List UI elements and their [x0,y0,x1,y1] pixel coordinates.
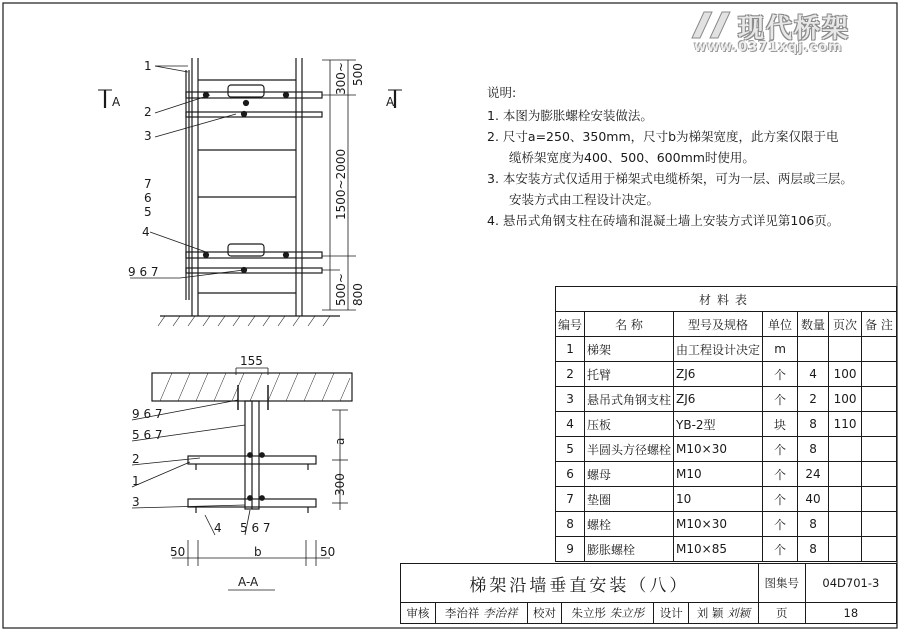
note-item [487,105,882,126]
notes-block [487,82,882,231]
table-cell: M10 [674,462,763,487]
section-view [132,368,352,590]
brand-url: www.0371xqj.com [694,40,843,55]
note-text: 本安装方式仅适用于梯架式电缆桥架，可为一层、两层或三层。 [502,171,853,186]
note-number: 3. [487,171,499,186]
table-cell: 4 [556,412,585,437]
brand-name: 现代桥架 [738,14,851,44]
note-item [487,168,882,189]
table-cell: 24 [798,462,829,487]
section-title: A-A [238,575,259,589]
table-cell: 1 [556,337,585,362]
part-label: 4 [214,521,222,535]
table-cell: YB-2型 [674,412,763,437]
note-item [487,126,882,147]
note-continuation: 缆桥架宽度为400、500、600mm时使用。 [509,150,755,165]
table-cell: 110 [829,412,862,437]
atlas-number: 04D701-3 [805,564,896,603]
table-cell: ZJ6 [674,362,763,387]
table-cell [862,512,897,537]
page-label: 页 [758,603,805,624]
table-cell [829,487,862,512]
table-cell: 8 [798,437,829,462]
table-cell: 个 [763,512,798,537]
table-cell: 7 [556,487,585,512]
dim-label: 155 [240,354,263,368]
table-cell [862,337,897,362]
table-cell: 5 [556,437,585,462]
table-cell [862,487,897,512]
check-label: 校对 [527,603,562,624]
table-row [556,512,897,537]
table-cell: 膨胀螺栓 [585,537,674,562]
dim-label: 300~ [334,62,348,95]
part-label: 1 [132,474,140,488]
note-text: 悬吊式角钢支柱在砖墙和混凝土墙上安装方式详见第106页。 [502,213,840,228]
reviewer-text: 李治祥 [444,606,480,620]
table-cell: 块 [763,412,798,437]
note-text: 尺寸a=250、350mm，尺寸b为梯架宽度，此方案仅限于电 [502,129,839,144]
table-cell: M10×85 [674,537,763,562]
title-block [400,563,897,628]
col-header: 数量 [798,312,829,337]
design-label: 设计 [654,603,689,624]
table-row [556,437,897,462]
table-cell [829,462,862,487]
table-cell: 100 [829,362,862,387]
part-label: 4 [142,225,150,239]
table-cell [829,512,862,537]
table-row [556,462,897,487]
part-label: 9 6 7 [128,265,159,279]
col-header: 页次 [829,312,862,337]
page-number: 18 [805,603,896,624]
brand-logo [688,6,894,58]
table-cell: 8 [798,537,829,562]
table-cell [862,437,897,462]
part-label: 5 6 7 [240,521,271,535]
dim-label: b [254,545,262,559]
dim-label: 50 [170,545,186,559]
section-mark-right: A [386,95,395,109]
table-cell [862,387,897,412]
table-cell: 垫圈 [585,487,674,512]
table-cell [829,537,862,562]
table-cell: 个 [763,362,798,387]
table-cell: 托臂 [585,362,674,387]
table-cell: 2 [556,362,585,387]
table-cell: 个 [763,487,798,512]
table-cell: M10×30 [674,512,763,537]
part-label: 3 [132,495,140,509]
part-label: 2 [144,105,152,119]
dim-label: 800 [351,283,365,306]
dim-label: 500~ [334,273,348,306]
reviewer-signature: 李治祥 [483,606,518,620]
table-cell: 40 [798,487,829,512]
table-row [556,337,897,362]
part-label: 2 [132,452,140,466]
part-label: 3 [144,129,152,143]
table-cell: 由工程设计决定 [674,337,763,362]
table-row [556,537,897,562]
table-cell: 10 [674,487,763,512]
table-cell: 螺栓 [585,512,674,537]
table-row [556,487,897,512]
designer-signature: 刘颖 [727,606,751,620]
table-cell [798,337,829,362]
table-row [556,412,897,437]
drawing-title: 梯架沿墙垂直安装（八） [401,564,759,603]
table-cell: 3 [556,387,585,412]
dim-label: a [333,437,347,445]
note-item [487,210,882,231]
table-cell [862,362,897,387]
checker-text: 朱立彤 [571,606,607,620]
table-cell: 个 [763,387,798,412]
part-label: 5 [144,205,152,219]
section-mark-left: A [112,95,121,109]
table-cell [829,337,862,362]
table-row [556,362,897,387]
note-number: 1. [487,108,499,123]
table-cell: 8 [798,512,829,537]
col-header: 名 称 [585,312,674,337]
table-cell: M10×30 [674,437,763,462]
checker-signature: 朱立彤 [609,606,645,620]
table-cell [862,462,897,487]
table-cell: 100 [829,387,862,412]
table-cell: 压板 [585,412,674,437]
dim-label: 50 [320,545,336,559]
table-cell: 2 [798,387,829,412]
note-continuation: 安装方式由工程设计决定。 [509,192,660,207]
table-cell: ZJ6 [674,387,763,412]
table-cell: 梯架 [585,337,674,362]
col-header: 备 注 [862,312,897,337]
table-cell: 个 [763,437,798,462]
part-label: 5 6 7 [132,428,163,442]
table-row [556,387,897,412]
note-number: 2. [487,129,499,144]
part-label: 1 [144,59,152,73]
dim-label: 500 [351,63,365,86]
logo-icon [690,10,736,40]
checker-name [562,603,654,624]
col-header: 型号及规格 [674,312,763,337]
table-cell [862,537,897,562]
dim-label: 1500~2000 [334,148,348,220]
designer-text: 刘 颖 [696,606,724,620]
col-header: 编号 [556,312,585,337]
table-cell: 个 [763,537,798,562]
note-text: 本图为膨胀螺栓安装做法。 [502,108,653,123]
part-label: 6 [144,191,152,205]
note-number: 4. [487,213,499,228]
table-cell: 悬吊式角钢支柱 [585,387,674,412]
materials-caption: 材料表 [556,287,897,312]
table-cell: 6 [556,462,585,487]
dim-label: 300 [333,473,347,496]
table-cell [829,437,862,462]
table-cell: m [763,337,798,362]
review-label: 审核 [401,603,436,624]
designer-name [689,603,759,624]
col-header: 单位 [763,312,798,337]
atlas-label: 图集号 [758,564,805,603]
materials-header-row [556,312,897,337]
table-cell: 个 [763,462,798,487]
table-cell [862,412,897,437]
table-cell: 8 [556,512,585,537]
table-cell: 螺母 [585,462,674,487]
part-label: 7 [144,177,152,191]
table-cell: 半圆头方径螺栓 [585,437,674,462]
table-cell: 9 [556,537,585,562]
part-label: 9 6 7 [132,407,163,421]
notes-title: 说明: [487,85,517,100]
table-cell: 4 [798,362,829,387]
reviewer-name [435,603,527,624]
table-cell: 8 [798,412,829,437]
materials-table [555,286,897,563]
